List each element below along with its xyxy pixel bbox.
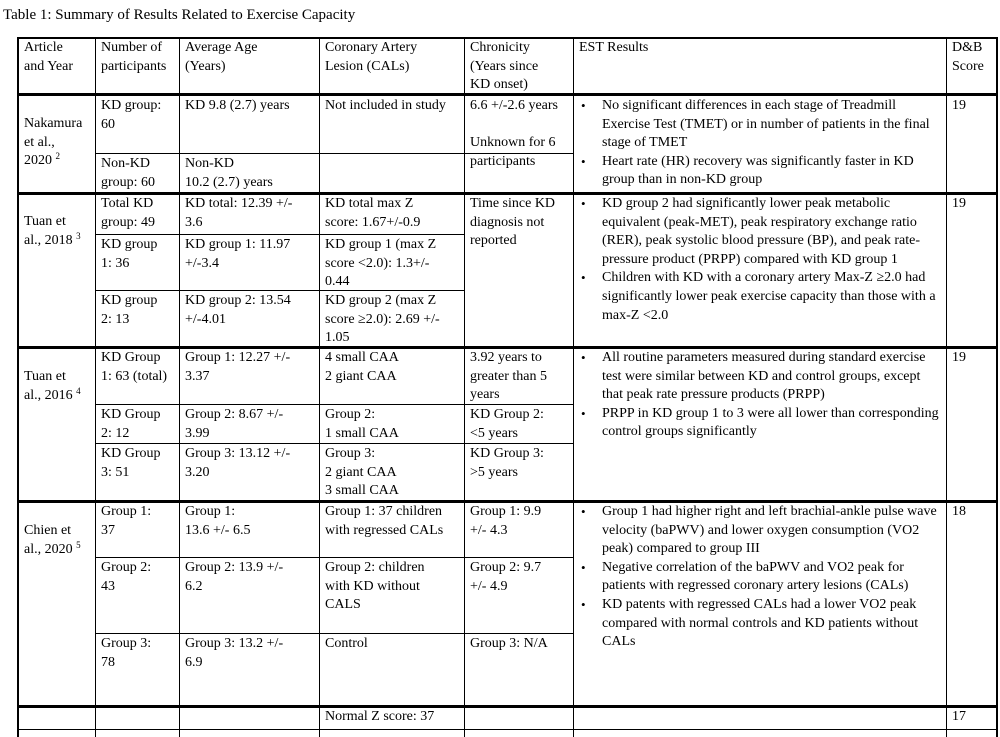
cal-cell: KD total max Z score: 1.67+/-0.9 [325,196,421,230]
reference-number: 5 [76,539,81,550]
header-cal: Coronary Artery Lesion (CALs) [325,40,418,74]
cal-cell: Control [325,636,368,651]
est-results-tuan-2018 [574,195,946,346]
age-cell: Group 1: 12.27 +/- 3.37 [185,350,291,384]
age-cell: KD 9.8 (2.7) years [185,98,290,113]
cal-cell: Normal Z score: 37 [325,709,435,724]
score-cell: 17 [952,709,966,724]
chronicity-cell: Group 1: 9.9 +/- 4.3 [470,504,542,538]
age-cell: Non-KD 10.2 (2.7) years [185,156,273,190]
participants-cell: Non-KD group: 60 [101,156,156,190]
article-chien-2020: Chien et al., 2020 $^5$ [24,523,81,557]
age-cell: KD group 2: 13.54 +/-4.01 [185,293,291,327]
participants-cell: KD group 1: 36 [101,237,158,271]
cal-cell: Group 2: 1 small CAA [325,407,399,441]
table-caption: Table 1: Summary of Results Related to Exercise Capacity [3,7,356,23]
chronicity-cell: 6.6 +/-2.6 years Unknown for 6 participants [470,98,558,169]
est-results-tuan-2016 [574,349,946,500]
age-cell: KD total: 12.39 +/- 3.6 [185,196,293,230]
header-est: EST Results [579,40,649,55]
age-cell: Group 2: 13.9 +/- 6.2 [185,560,284,594]
cal-cell: Not included in study [325,98,446,113]
est-results-chien-2020 [574,503,946,705]
est-bullet: • Negative correlation of the baPWV and VO2 peak for patients with regressed coronary artery lesions (CALs) [574,559,946,596]
chronicity-cell: Group 3: N/A [470,636,548,651]
est-bullet: • Heart rate (HR) recovery was significantly faster in KD group than in non-KD group [574,153,946,190]
est-bullet: • Children with KD with a coronary artery Max-Z ≥2.0 had significantly lower peak exercise capacity than those with a max-Z <2.0 [574,269,946,325]
cal-cell: KD group 1 (max Z score <2.0): 1.3+/- 0.44 [325,237,437,290]
chronicity-cell: Time since KD diagnosis not reported [470,196,556,249]
reference-number: 2 [55,151,60,162]
participants-cell: Group 2: 43 [101,560,152,594]
age-cell: Group 3: 13.12 +/- 3.20 [185,446,291,480]
header-chronicity: Chronicity (Years since KD onset) [470,40,539,93]
cal-cell: KD group 2 (max Z score ≥2.0): 2.69 +/- 1.05 [325,293,440,346]
header-age: Average Age (Years) [185,40,258,74]
score-cell: 19 [952,350,966,365]
article-tuan-2018: Tuan et al., 2018 $^3$ [24,214,81,248]
est-bullet: • No significant differences in each stage of Treadmill Exercise Test (TMET) or in number of patients in the final stage of TMET [574,97,946,153]
cal-cell: Group 3: 2 giant CAA 3 small CAA [325,446,399,499]
participants-cell: KD Group 1: 63 (total) [101,350,168,384]
header-article: Article and Year [24,40,73,74]
age-cell: KD group 1: 11.97 +/-3.4 [185,237,291,271]
est-results-nakamura [574,97,946,192]
participants-cell: Total KD group: 49 [101,196,156,230]
age-cell: Group 3: 13.2 +/- 6.9 [185,636,284,670]
chronicity-cell: 3.92 years to greater than 5 years [470,350,547,403]
participants-cell: KD group: 60 [101,98,162,132]
participants-cell: KD Group 2: 12 [101,407,161,441]
cal-cell: Group 1: 37 children with regressed CALs [325,504,444,538]
chronicity-cell: Group 2: 9.7 +/- 4.9 [470,560,542,594]
est-bullet: • KD patents with regressed CALs had a lower VO2 peak compared with normal controls and KD patients without CALs [574,596,946,652]
header-score: D&B Score [952,40,984,74]
participants-cell: KD group 2: 13 [101,293,158,327]
chronicity-cell: KD Group 2: <5 years [470,407,544,441]
age-cell: Group 2: 8.67 +/- 3.99 [185,407,284,441]
est-bullet: • Group 1 had higher right and left brachial-ankle pulse wave velocity (baPWV) and lower oxygen consumption (VO2 peak) compared to group III [574,503,946,559]
cal-cell: Group 2: children with KD without CALS [325,560,425,613]
chronicity-cell: KD Group 3: >5 years [470,446,544,480]
est-bullet: • All routine parameters measured during standard exercise test were similar between KD and control groups, except that peak rate pressure products (PRPP) [574,349,946,405]
article-nakamura: Nakamura et al., 2020 $^2$ [24,116,83,169]
age-cell: Group 1: 13.6 +/- 6.5 [185,504,251,538]
reference-number: 3 [76,230,81,241]
score-cell: 19 [952,98,966,113]
score-cell: 19 [952,196,966,211]
results-table [17,37,998,737]
participants-cell: KD Group 3: 51 [101,446,161,480]
article-tuan-2016: Tuan et al., 2016 $^4$ [24,369,81,403]
participants-cell: Group 3: 78 [101,636,152,670]
cal-cell: 4 small CAA 2 giant CAA [325,350,399,384]
reference-number: 4 [76,385,81,396]
participants-cell: Group 1: 37 [101,504,152,538]
est-bullet: • PRPP in KD group 1 to 3 were all lower than corresponding control groups significantly [574,405,946,442]
score-cell: 18 [952,504,966,519]
header-participants: Number of participants [101,40,167,74]
est-bullet: • KD group 2 had significantly lower peak metabolic equivalent (peak-MET), peak respiratory exchange ratio (RER), peak systolic blood pressure (BP), and peak rate-pressure product (PRPP) compared with KD group 1 [574,195,946,269]
